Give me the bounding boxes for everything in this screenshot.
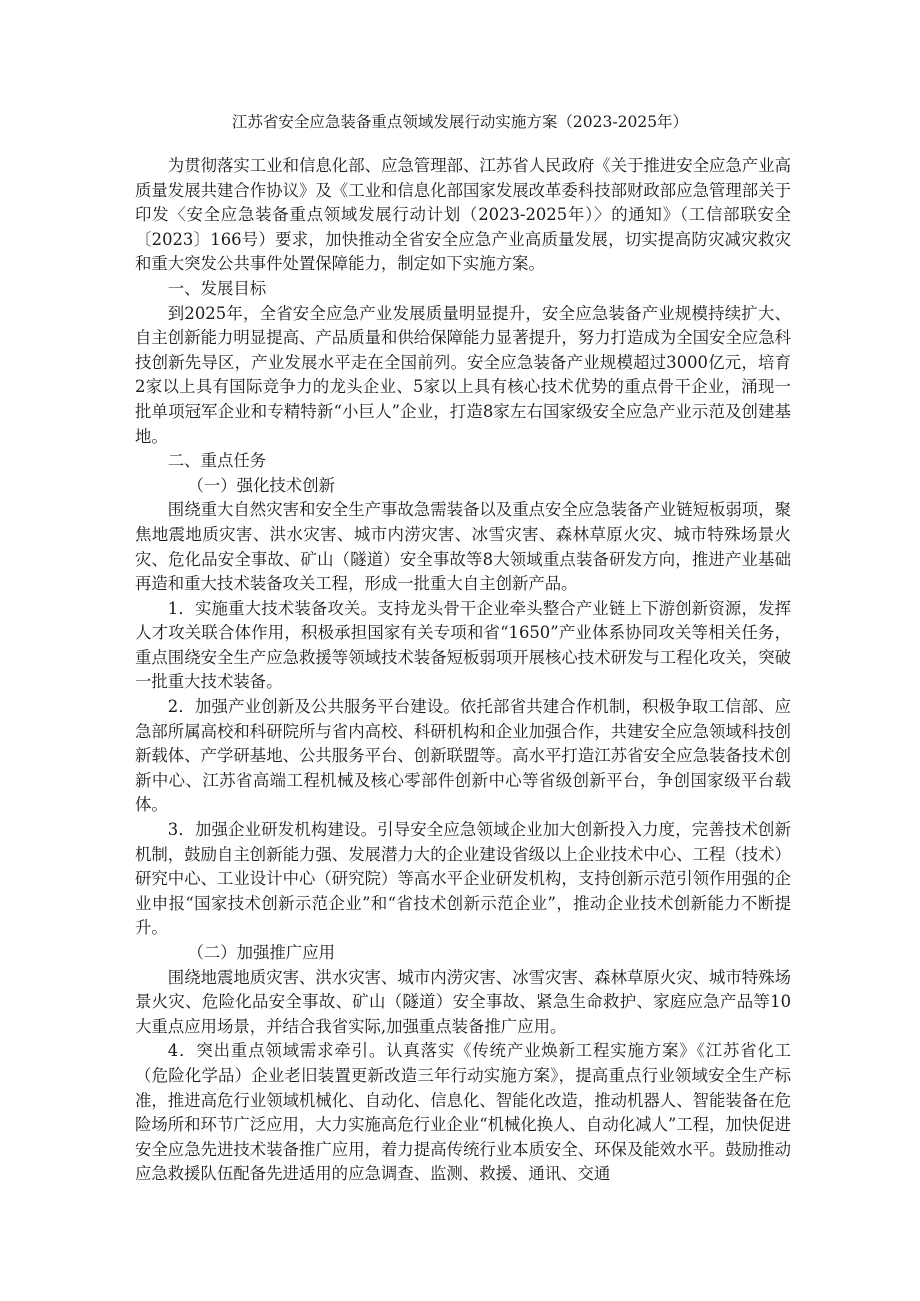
task-1-paragraph: 1．实施重大技术装备攻关。支持龙头骨干企业牵头整合产业链上下游创新资源，发挥人才攻关联合体作用，积极承担国家有关专项和省“1650”产业体系协同攻关等相关任务，重点围绕安全生产应急救援等领域技术装备短板弱项开展核心技术研发与工程化攻关，突破一批重大技术装备。 (135, 598, 791, 692)
section-heading-goals: 一、发展目标 (167, 278, 267, 298)
intro-paragraph: 为贯彻落实工业和信息化部、应急管理部、江苏省人民政府《关于推进安全应急产业高质量发展共建合作协议》及《工业和信息化部国家发展改革委科技部财政部应急管理部关于印发〈安全应急装备重点领域发展行动计划（2023-2025年）〉的通知》（工信部联安全〔2023〕166号）要求，加快推动全省安全应急产业高质量发展，切实提高防灾减灾救灾和重大突发公共事件处置保障能力，制定如下实施方案。 (135, 156, 791, 274)
task-4-paragraph: 4．突出重点领域需求牵引。认真落实《传统产业焕新工程实施方案》《江苏省化工（危险化学品）企业老旧装置更新改造三年行动实施方案》，提高重点行业领域安全生产标准，推进高危行业领域机械化、自动化、信息化、智能化改造，推动机器人、智能装备在危险场所和环节广泛应用，大力实施高危行业企业“机械化换人、自动化减人”工程，加快促进安全应急先进技术装备推广应用，着力提高传统行业本质安全、环保及能效水平。鼓励推动应急救援队伍配备先进适用的应急调查、监测、救援、通讯、交通 (135, 1041, 791, 1184)
document-title: 江苏省安全应急装备重点领域发展行动实施方案（2023-2025年） (231, 113, 689, 131)
subsection-heading-innovation: （一）强化技术创新 (187, 475, 335, 495)
application-paragraph: 围绕地震地质灾害、洪水灾害、城市内涝灾害、冰雪灾害、森林草原火灾、城市特殊场景火灾、危险化品安全事故、矿山（隧道）安全事故、紧急生命救护、家庭应急产品等10大重点应用场景，并结合我省实际,加强重点装备推广应用。 (135, 967, 791, 1036)
document-body (135, 154, 791, 1187)
goals-paragraph: 到2025年，全省安全应急产业发展质量明显提升，安全应急装备产业规模持续扩大、自主创新能力明显提高、产品质量和供给保障能力显著提升，努力打造成为全国安全应急科技创新先导区，产业发展水平走在全国前列。安全应急装备产业规模超过3000亿元，培育2家以上具有国际竞争力的龙头企业、5家以上具有核心技术优势的重点骨干企业，涌现一批单项冠军企业和专精特新“小巨人”企业，打造8家左右国家级安全应急产业示范及创建基地。 (135, 303, 791, 446)
task-3-paragraph: 3．加强企业研发机构建设。引导安全应急领域企业加大创新投入力度，完善技术创新机制，鼓励自主创新能力强、发展潜力大的企业建设省级以上企业技术中心、工程（技术）研究中心、工业设计中心（研究院）等高水平企业研发机构，支持创新示范引领作用强的企业申报“国家技术创新示范企业”和“省技术创新示范企业”，推动企业技术创新能力不断提升。 (135, 820, 791, 938)
innovation-paragraph: 围绕重大自然灾害和安全生产事故急需装备以及重点安全应急装备产业链短板弱项，聚焦地震地质灾害、洪水灾害、城市内涝灾害、冰雪灾害、森林草原火灾、城市特殊场景火灾、危化品安全事故、矿山（隧道）安全事故等8大领域重点装备研发方向，推进产业基础再造和重大技术装备攻关工程，形成一批重大自主创新产品。 (135, 500, 791, 594)
subsection-heading-application: （二）加强推广应用 (187, 943, 335, 962)
task-2-paragraph: 2．加强产业创新及公共服务平台建设。依托部省共建合作机制，积极争取工信部、应急部所属高校和科研院所与省内高校、科研机构和企业加强合作，共建安全应急领域科技创新载体、产学研基地、公共服务平台、创新联盟等。高水平打造江苏省安全应急装备技术创新中心、江苏省高端工程机械及核心零部件创新中心等省级创新平台，争创国家级平台载体。 (135, 697, 791, 815)
section-heading-tasks: 二、重点任务 (167, 451, 267, 471)
